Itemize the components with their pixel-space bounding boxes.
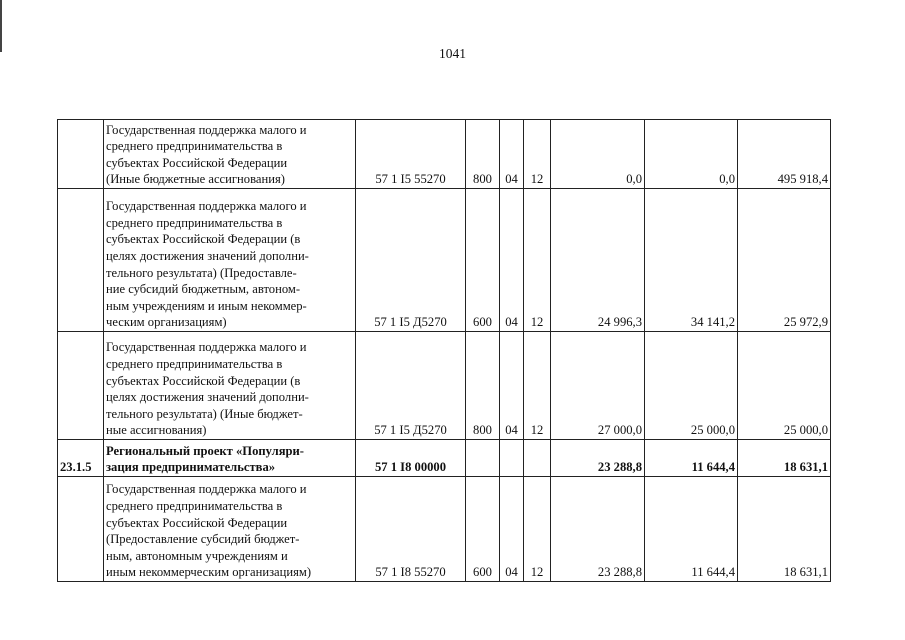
section-code-cell xyxy=(500,440,524,477)
expense-type-code-cell: 600 xyxy=(466,189,500,332)
amount-year3-cell: 25 972,9 xyxy=(738,189,831,332)
table-row xyxy=(58,120,831,189)
row-description-cell: Государственная поддержка малого и среднего предпринимательства в субъектах Российской Федерации (Предоставление субсидий бюджет- ным, автономным учреждениям и иным некоммерческим организациям) xyxy=(104,477,356,582)
amount-year2-cell: 34 141,2 xyxy=(645,189,738,332)
amount-year1-cell: 27 000,0 xyxy=(551,332,645,440)
table-row-project-heading xyxy=(58,440,831,477)
row-index-cell xyxy=(58,189,104,332)
page-left-edge-line xyxy=(0,0,2,52)
expense-type-code-cell xyxy=(466,440,500,477)
row-description-cell: Государственная поддержка малого и среднего предпринимательства в субъектах Российской Федерации (Иные бюджетные ассигнования) xyxy=(104,120,356,189)
amount-year2-cell: 11 644,4 xyxy=(645,477,738,582)
amount-year3-cell: 25 000,0 xyxy=(738,332,831,440)
amount-year1-cell: 24 996,3 xyxy=(551,189,645,332)
subsection-code-cell xyxy=(524,440,551,477)
row-description-cell: Государственная поддержка малого и среднего предпринимательства в субъектах Российской Федерации (в целях достижения значений дополни- тельного результата) (Иные бюджет- ные ассигнования) xyxy=(104,332,356,440)
row-index-cell xyxy=(58,120,104,189)
expense-type-code-cell: 800 xyxy=(466,120,500,189)
row-index-cell xyxy=(58,332,104,440)
section-code-cell: 04 xyxy=(500,477,524,582)
table-row xyxy=(58,332,831,440)
amount-year2-cell: 25 000,0 xyxy=(645,332,738,440)
table-row xyxy=(58,477,831,582)
section-code-cell: 04 xyxy=(500,189,524,332)
target-article-code-cell: 57 1 I5 Д5270 xyxy=(356,332,466,440)
subsection-code-cell: 12 xyxy=(524,332,551,440)
subsection-code-cell: 12 xyxy=(524,189,551,332)
amount-year2-cell: 11 644,4 xyxy=(645,440,738,477)
section-code-cell: 04 xyxy=(500,332,524,440)
budget-table xyxy=(57,119,831,582)
amount-year3-cell: 18 631,1 xyxy=(738,477,831,582)
expense-type-code-cell: 600 xyxy=(466,477,500,582)
row-index-cell xyxy=(58,477,104,582)
table-body xyxy=(58,120,831,582)
target-article-code-cell: 57 1 I5 Д5270 xyxy=(356,189,466,332)
subsection-code-cell: 12 xyxy=(524,477,551,582)
section-code-cell: 04 xyxy=(500,120,524,189)
target-article-code-cell: 57 1 I8 55270 xyxy=(356,477,466,582)
page-number: 1041 xyxy=(439,46,466,61)
row-index-cell: 23.1.5 xyxy=(58,440,104,477)
amount-year1-cell: 23 288,8 xyxy=(551,477,645,582)
target-article-code-cell: 57 1 I8 00000 xyxy=(356,440,466,477)
amount-year2-cell: 0,0 xyxy=(645,120,738,189)
subsection-code-cell: 12 xyxy=(524,120,551,189)
amount-year3-cell: 18 631,1 xyxy=(738,440,831,477)
amount-year1-cell: 0,0 xyxy=(551,120,645,189)
row-description-cell: Региональный проект «Популяри- зация предпринимательства» xyxy=(104,440,356,477)
amount-year3-cell: 495 918,4 xyxy=(738,120,831,189)
amount-year1-cell: 23 288,8 xyxy=(551,440,645,477)
expense-type-code-cell: 800 xyxy=(466,332,500,440)
table-row xyxy=(58,189,831,332)
target-article-code-cell: 57 1 I5 55270 xyxy=(356,120,466,189)
row-description-cell: Государственная поддержка малого и среднего предпринимательства в субъектах Российской Федерации (в целях достижения значений дополни- тельного результата) (Предоставле- ние субсидий бюджетным, автоном- ным учреждениям и иным некоммер- ческим организациям) xyxy=(104,189,356,332)
